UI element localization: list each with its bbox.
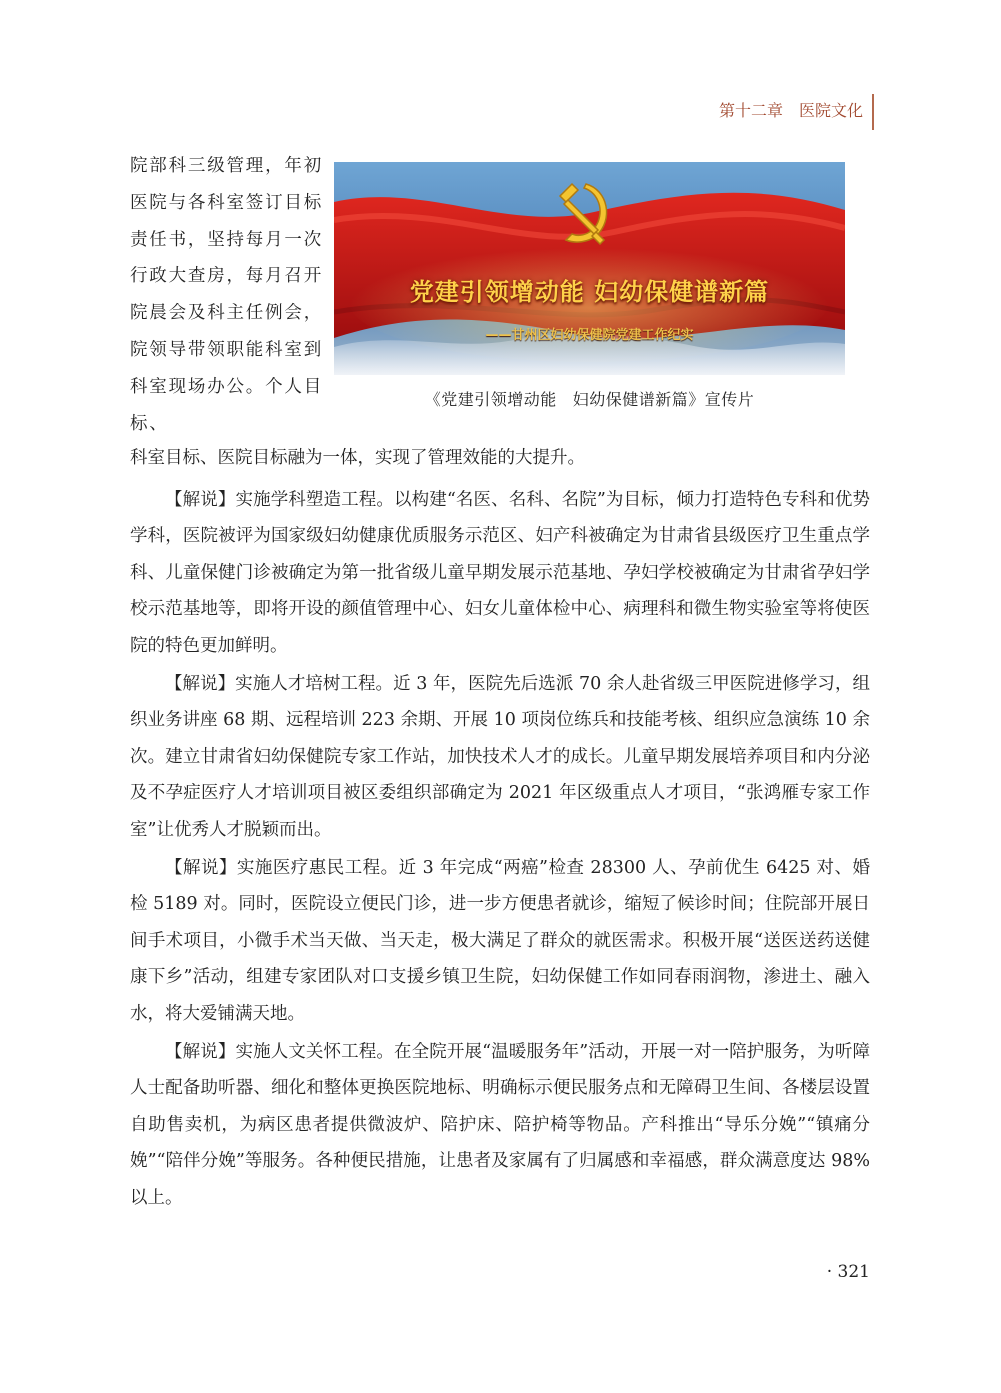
section-label: 医院文化 (798, 101, 863, 120)
page-number: · 321 (826, 1262, 870, 1282)
running-head (719, 100, 873, 122)
header-rule (872, 94, 874, 130)
caption-part-1: 《党建引领增动能 (424, 390, 557, 409)
paragraph-discipline: 【解说】实施学科塑造工程。以构建“名医、名科、名院”为目标，倾力打造特色专科和优势学科，医院被评为国家级妇幼健康优质服务示范区、妇产科被确定为甘肃省县级医疗卫生重点学科、儿童保健门诊被确定为第一批省级儿童早期发展示范基地、孕妇学校被确定为甘肃省孕妇学校示范基地等，即将开设的颜值管理中心、妇女儿童体检中心、病理科和微生物实验室等将使医院的特色更加鲜明。 (130, 490, 870, 656)
promo-figure (334, 162, 845, 410)
figure-caption (334, 387, 845, 410)
party-emblem-icon (548, 178, 618, 248)
intro-tail-text: 科室目标、医院目标融为一体，实现了管理效能的大提升。 (130, 448, 585, 468)
paragraph-medical-benefit: 【解说】实施医疗惠民工程。近 3 年完成“两癌”检查 28300 人、孕前优生 6425 对、婚检 5189 对。同时，医院设立便民门诊，进一步方便患者就诊，缩短了候诊时间；住院部开展日间手术项目，小微手术当天做、当天走，极大满足了群众的就医需求。积极开展“送医送药送健康下乡”活动，组建专家团队对口支援乡镇卫生院，妇幼保健工作如同春雨润物，渗进土、融入水，将大爱铺满天地。 (130, 858, 870, 1024)
paragraph-talent: 【解说】实施人才培树工程。近 3 年，医院先后选派 70 余人赴省级三甲医院进修学习，组织业务讲座 68 期、远程培训 223 余期、开展 10 项岗位练兵和技能考核、组织应急演练 10 余次。建立甘肃省妇幼保健院专家工作站，加快技术人才的成长。儿童早期发展培养项目和内分泌及不孕症医疗人才培训项目被区委组织部确定为 2021 年区级重点人才项目，“张鸿雁专家工作室”让优秀人才脱颖而出。 (130, 674, 870, 840)
chapter-label: 第十二章 (718, 101, 783, 120)
poster-title: 党建引领增动能 妇幼保健谱新篇 (409, 278, 770, 306)
intro-side-text: 院部科三级管理，年初医院与各科室签订目标责任书，坚持每月一次行政大查房，每月召开院晨会及科主任例会，院领导带领职能科室到科室现场办公。个人目标、 (130, 156, 323, 434)
paragraph-humanistic-care: 【解说】实施人文关怀工程。在全院开展“温暖服务年”活动，开展一对一陪护服务，为听障人士配备助听器、细化和整体更换医院地标、明确标示便民服务点和无障碍卫生间、各楼层设置自助售卖机，为病区患者提供微波炉、陪护床、陪护椅等物品。产科推出“导乐分娩”“镇痛分娩”“陪伴分娩”等服务。各种便民措施，让患者及家属有了归属感和幸福感，群众满意度达 98% 以上。 (130, 1042, 870, 1208)
poster-subtitle: ——甘州区妇幼保健院党建工作纪实 (485, 328, 694, 343)
caption-part-2: 妇幼保健谱新篇》宣传片 (572, 390, 755, 409)
promo-video-still (334, 162, 845, 375)
